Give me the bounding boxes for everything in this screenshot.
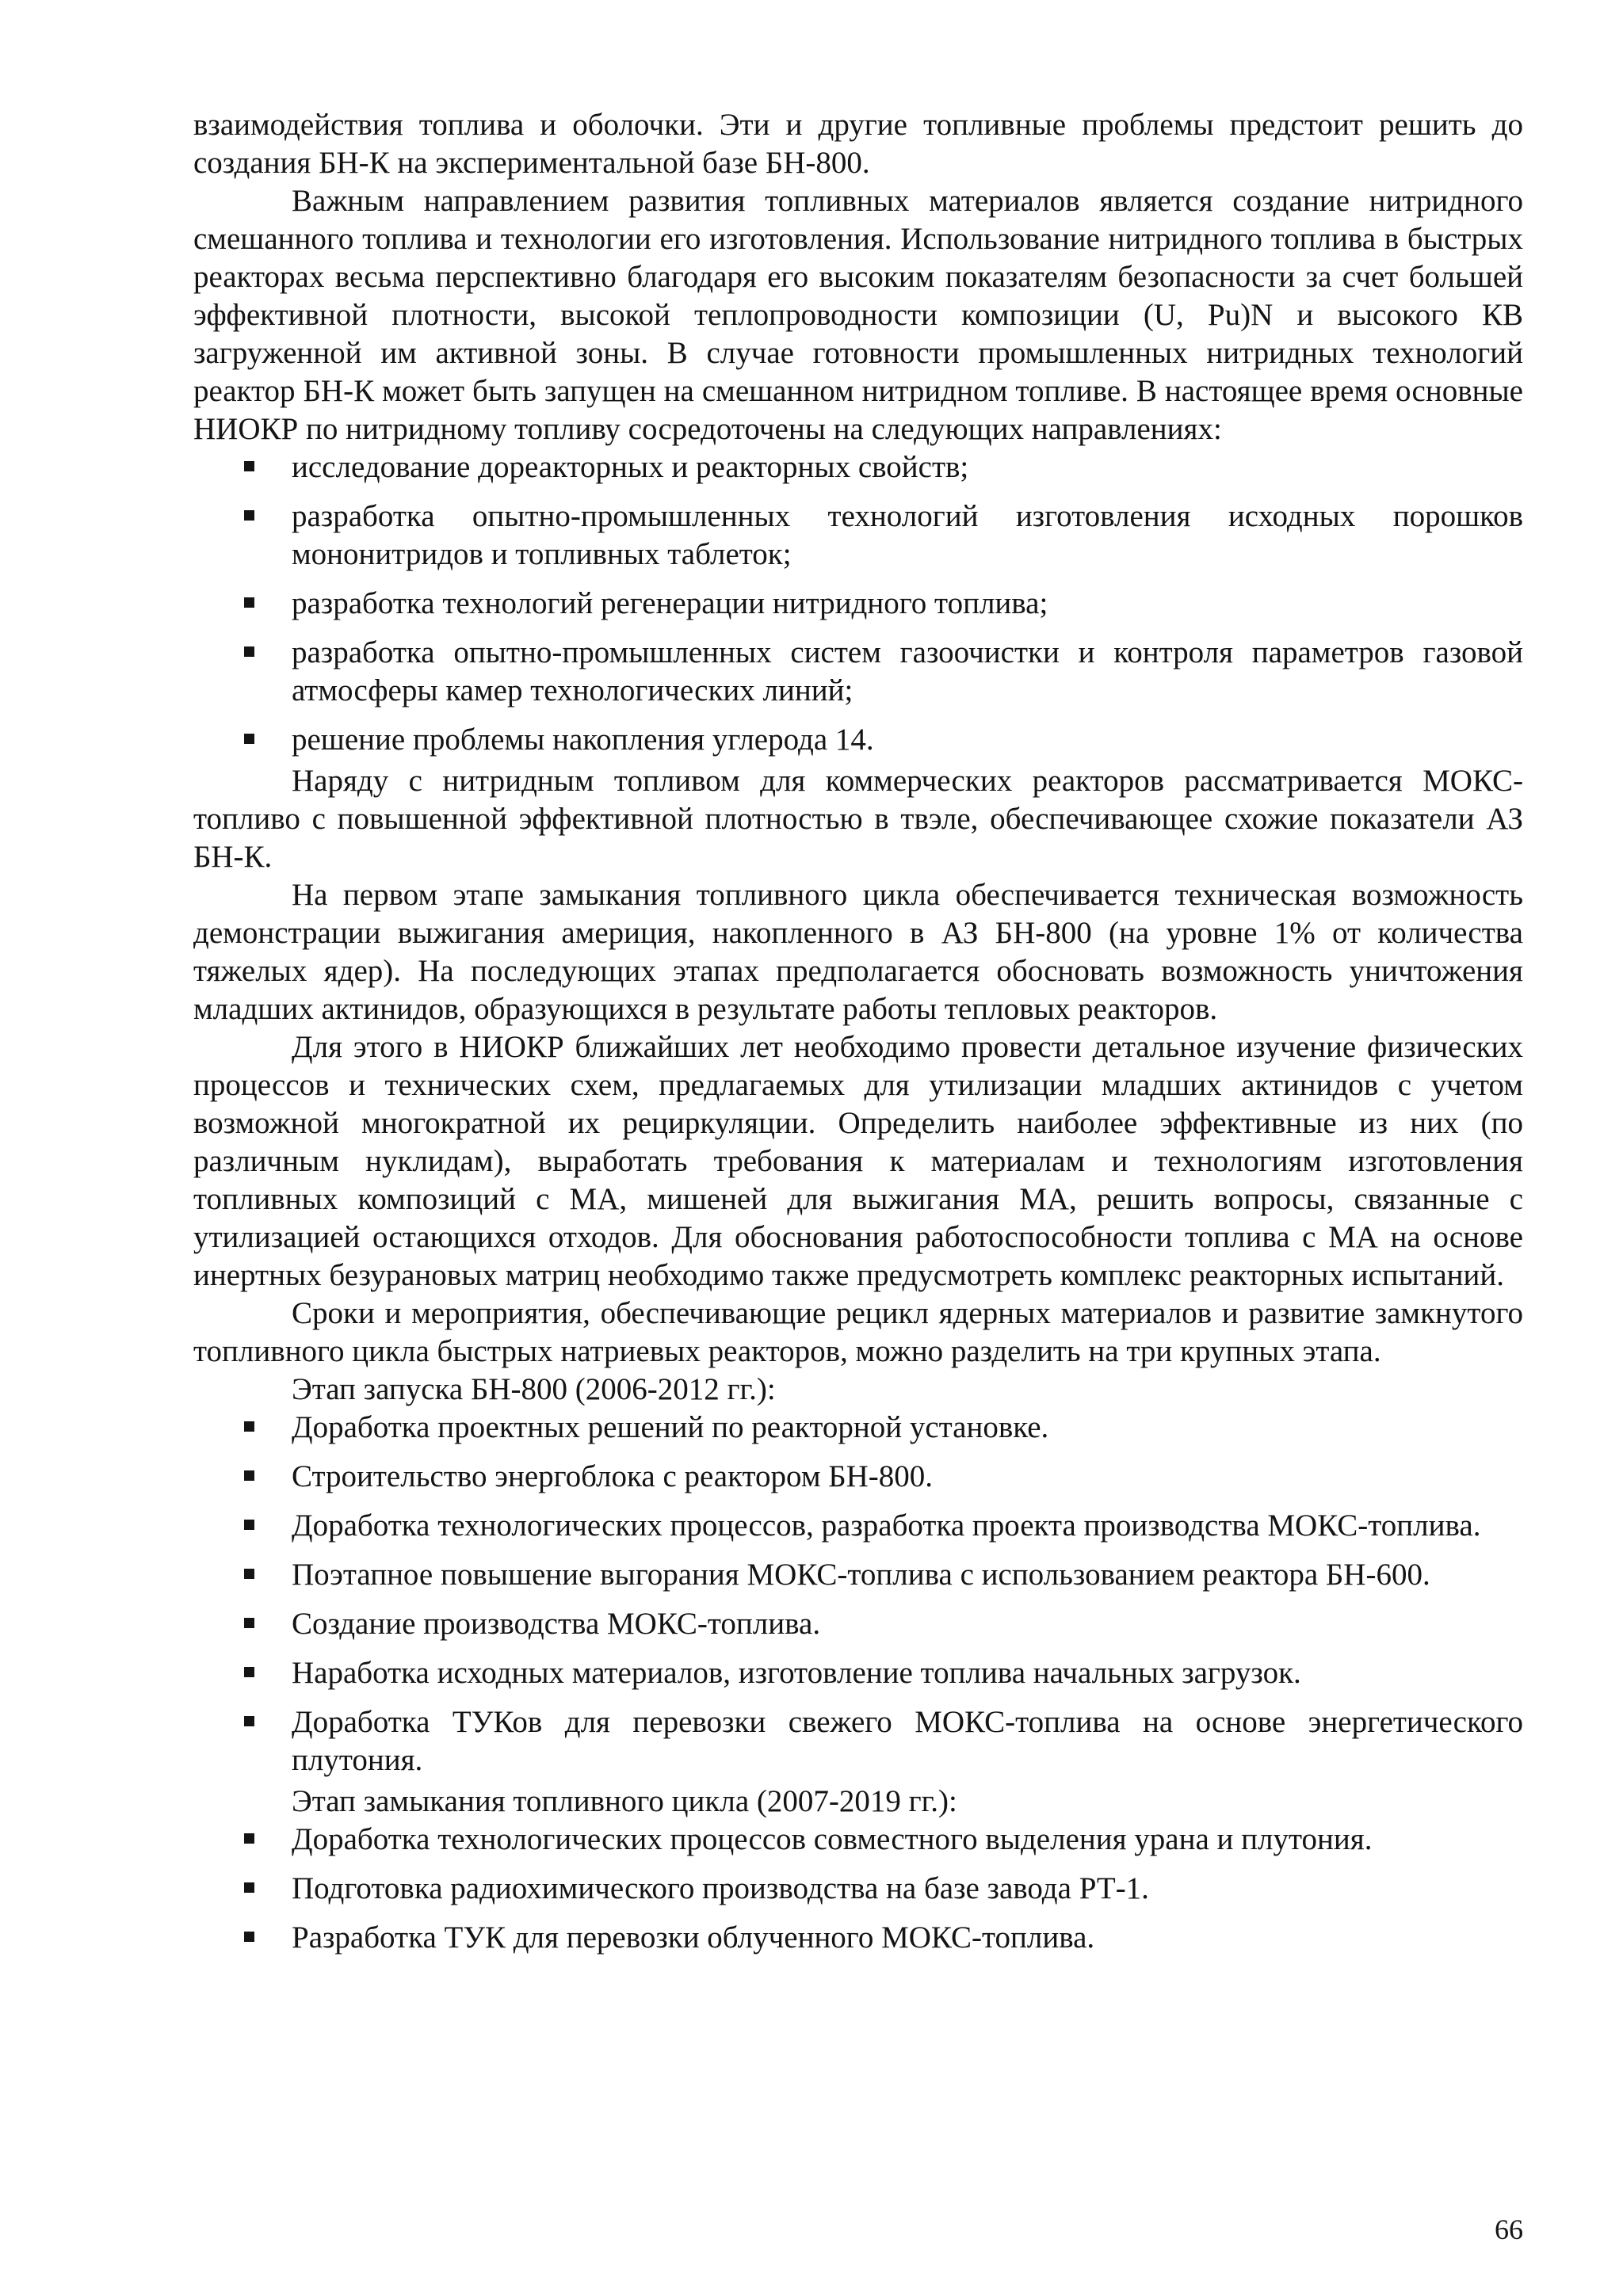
list-item-text: Подготовка радиохимического производства на базе завода РТ-1. <box>292 1871 1149 1905</box>
stage-heading-fuel-cycle-closure: Этап замыкания топливного цикла (2007-2019 гг.): <box>292 1784 957 1818</box>
square-bullet-icon <box>244 510 254 521</box>
paragraph-research-plan: Для этого в НИОКР ближайших лет необходимо провести детальное изучение физических процессов и технических схем, предлагаемых для утилизации младших актинидов с учетом возможной многократной их рециркуляции. Определить наиболее эффективные из них (по различным нуклидам), выработать требования к материалам и технологиям изготовления топливных композиций с МА, мишеней для выжигания МА, решить вопросы, связанные с утилизацией остающихся отходов. Для обоснования работоспособности топлива с МА на основе инертных безурановых матриц необходимо также предусмотреть комплекс реакторных испытаний. <box>193 1030 1523 1292</box>
list-item <box>193 1703 1523 1779</box>
square-bullet-icon <box>244 1421 254 1432</box>
page-number: 66 <box>1495 2214 1523 2245</box>
list-item-text: решение проблемы накопления углерода 14. <box>292 723 874 757</box>
paragraph-stages-intro: Сроки и мероприятия, обеспечивающие рецикл ядерных материалов и развитие замкнутого топливного цикла быстрых натриевых реакторов, можно разделить на три крупных этапа. <box>193 1296 1523 1368</box>
list-item <box>193 498 1523 574</box>
list-item <box>193 1556 1523 1594</box>
list-item-text: разработка технологий регенерации нитридного топлива; <box>292 586 1048 620</box>
bullet-list-bn800-stage <box>193 1409 1523 1779</box>
square-bullet-icon <box>244 1520 254 1530</box>
list-item <box>193 1654 1523 1692</box>
list-item <box>193 585 1523 623</box>
list-item <box>193 1458 1523 1496</box>
list-item <box>193 1605 1523 1643</box>
list-item <box>193 448 1523 486</box>
bullet-list-closure-stage <box>193 1821 1523 1957</box>
square-bullet-icon <box>244 1716 254 1726</box>
list-item-text: Доработка технологических процессов, разработка проекта производства МОКС-топлива. <box>292 1508 1481 1543</box>
square-bullet-icon <box>244 1569 254 1579</box>
paragraph-nitride-fuel: Важным направлением развития топливных материалов является создание нитридного смешанного топлива и технологии его изготовления. Использование нитридного топлива в быстрых реакторах весьма перспективно благодаря его высоким показателям безопасности за счет большей эффективной плотности, высокой теплопроводности композиции (U, Pu)N и высокого КВ загруженной им активной зоны. В случае готовности промышленных нитридных технологий реактор БН-К может быть запущен на смешанном нитридном топливе. В настоящее время основные НИОКР по нитридному топливу сосредоточены на следующих направлениях: <box>193 184 1523 446</box>
square-bullet-icon <box>244 734 254 744</box>
square-bullet-icon <box>244 1667 254 1677</box>
list-item-text: Доработка технологических процессов совместного выделения урана и плутония. <box>292 1822 1373 1856</box>
list-item <box>193 721 1523 759</box>
square-bullet-icon <box>244 597 254 608</box>
list-item <box>193 1507 1523 1545</box>
list-item <box>193 634 1523 710</box>
list-item <box>193 1409 1523 1447</box>
square-bullet-icon <box>244 1932 254 1942</box>
list-item-text: Доработка ТУКов для перевозки свежего МОКС-топлива на основе энергетического плутония. <box>292 1705 1523 1777</box>
square-bullet-icon <box>244 1882 254 1893</box>
list-item-text: Создание производства МОКС-топлива. <box>292 1607 821 1641</box>
paragraph-continuation: взаимодействия топлива и оболочки. Эти и другие топливные проблемы предстоит решить до создания БН-К на экспериментальной базе БН-800. <box>193 108 1523 180</box>
list-item-text: Строительство энергоблока с реактором БН-800. <box>292 1459 934 1493</box>
list-item-text: исследование дореакторных и реакторных свойств; <box>292 450 969 484</box>
paragraph-mox-fuel: Наряду с нитридным топливом для коммерческих реакторов рассматривается МОКС-топливо с повышенной эффективной плотностью в твэле, обеспечивающее схожие показатели АЗ БН-К. <box>193 764 1523 874</box>
stage-heading-bn800-launch: Этап запуска БН-800 (2006-2012 гг.): <box>292 1372 776 1406</box>
square-bullet-icon <box>244 461 254 471</box>
page-body <box>193 106 1523 1960</box>
list-item <box>193 1870 1523 1908</box>
list-item-text: Доработка проектных решений по реакторной установке. <box>292 1410 1049 1444</box>
square-bullet-icon <box>244 646 254 657</box>
list-item <box>193 1821 1523 1859</box>
square-bullet-icon <box>244 1833 254 1844</box>
list-item-text: разработка опытно-промышленных систем газоочистки и контроля параметров газовой атмосферы камер технологических линий; <box>292 635 1523 707</box>
square-bullet-icon <box>244 1618 254 1628</box>
list-item-text: Наработка исходных материалов, изготовление топлива начальных загрузок. <box>292 1656 1301 1690</box>
list-item-text: Разработка ТУК для перевозки облученного МОКС-топлива. <box>292 1920 1095 1955</box>
bullet-list-nitride-research <box>193 448 1523 759</box>
paragraph-americium: На первом этапе замыкания топливного цикла обеспечивается техническая возможность демонстрации выжигания америция, накопленного в АЗ БН-800 (на уровне 1% от количества тяжелых ядер). На последующих этапах предполагается обосновать возможность уничтожения младших актинидов, образующихся в результате работы тепловых реакторов. <box>193 878 1523 1026</box>
square-bullet-icon <box>244 1470 254 1481</box>
list-item-text: Поэтапное повышение выгорания МОКС-топлива с использованием реактора БН-600. <box>292 1558 1430 1592</box>
list-item-text: разработка опытно-промышленных технологий изготовления исходных порошков мононитридов и топливных таблеток; <box>292 499 1523 571</box>
list-item <box>193 1919 1523 1957</box>
